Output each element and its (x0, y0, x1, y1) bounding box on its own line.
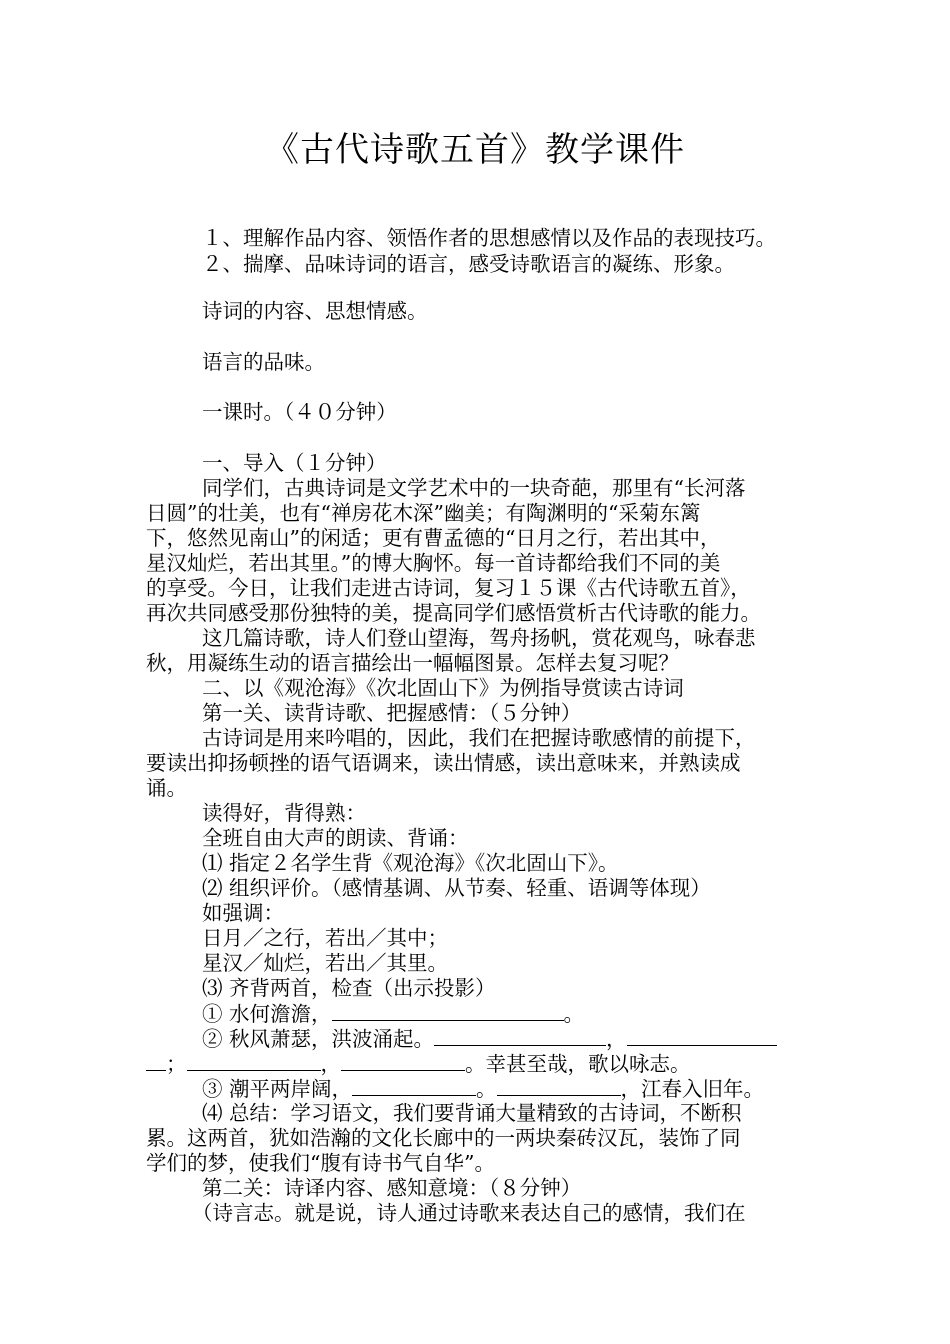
stage-two-heading: 第二关：诗译内容、感知意境：（８分钟） (202, 1176, 582, 1200)
difficulty: 语言的品味。 (202, 350, 325, 374)
key-point: 诗词的内容、思想情感。 (202, 299, 428, 323)
stage-one-heading: 第一关、读背诗歌、把握感情：（５分钟） (202, 701, 582, 725)
fill-blank-text: ， (320, 1052, 341, 1076)
blank-line (146, 1050, 166, 1071)
objective-2: ２、揣摩、品味诗词的语言，感受诗歌语言的凝练、形象。 (202, 252, 735, 276)
numbered-step: ⑶ 齐背两首，检查（出示投影） (202, 976, 496, 1000)
paragraph-line: 如强调： (202, 901, 284, 925)
blank-line (187, 1050, 321, 1071)
blank-line (497, 1075, 621, 1096)
fill-blank-text: ② 秋风萧瑟，洪波涌起。 (202, 1027, 435, 1051)
fill-blank-text: ① 水何澹澹， (202, 1002, 332, 1026)
paragraph-line: 学们的梦，使我们“腹有诗书气自华”。 (146, 1151, 495, 1175)
paragraph-line: （诗言志。就是说，诗人通过诗歌来表达自己的感情，我们在 (192, 1201, 746, 1225)
fill-blank-item-3 (202, 1075, 764, 1102)
fill-blank-text: ，江春入旧年。 (620, 1077, 765, 1101)
fill-blank-text: ③ 潮平两岸阔， (202, 1077, 353, 1101)
poem-line: 星汉／灿烂，若出／其里。 (202, 951, 448, 975)
paragraph-line: 古诗词是用来吟唱的，因此，我们在把握诗歌感情的前提下， (202, 726, 756, 750)
fill-blank-text: 。 (476, 1077, 497, 1101)
paragraph-line: 全班自由大声的朗读、背诵： (202, 826, 469, 850)
class-hours: 一课时。（４０分钟） (202, 400, 397, 424)
fill-blank-item-2 (202, 1025, 777, 1052)
paragraph-line: 累。这两首，犹如浩瀚的文化长廊中的一两块秦砖汉瓦，装饰了同 (146, 1126, 741, 1150)
blank-line (434, 1025, 606, 1046)
fill-blank-text: ， (606, 1027, 627, 1051)
paragraph-line: 这几篇诗歌，诗人们登山望海，驾舟扬帆，赏花观鸟，咏春悲 (202, 626, 756, 650)
paragraph-line: 诵。 (146, 776, 187, 800)
paragraph-line: 要读出抑扬顿挫的语气语调来，读出情感，读出意味来，并熟读成 (146, 751, 741, 775)
blank-line (332, 1000, 564, 1021)
paragraph-line: 日圆”的壮美，也有“禅房花木深”幽美；有陶渊明的“采菊东篱 (146, 501, 701, 525)
paragraph-line: 再次共同感受那份独特的美，提高同学们感悟赏析古代诗歌的能力。 (146, 601, 761, 625)
paragraph-line: 星汉灿烂，若出其里。”的博大胸怀。每一首诗都给我们不同的美 (146, 551, 721, 575)
numbered-step: ⑴ 指定２名学生背《观沧海》《次北固山下》。 (202, 851, 619, 875)
poem-line: 日月／之行，若出／其中； (202, 926, 448, 950)
paragraph-line: 秋，用凝练生动的语言描绘出一幅幅图景。怎样去复习呢？ (146, 651, 679, 675)
blank-line (627, 1025, 777, 1046)
paragraph-line: 同学们，古典诗词是文学艺术中的一块奇葩，那里有“长河落 (202, 476, 746, 500)
numbered-step: ⑷ 总结：学习语文，我们要背诵大量精致的古诗词，不断积 (202, 1101, 742, 1125)
objective-1: １、理解作品内容、领悟作者的思想感情以及作品的表现技巧。 (202, 226, 776, 250)
numbered-step: ⑵ 组织评价。（感情基调、从节奏、轻重、语调等体现） (202, 876, 711, 900)
paragraph-line: 读得好，背得熟： (202, 801, 366, 825)
blank-line (352, 1075, 476, 1096)
document-title: 《古代诗歌五首》教学课件 (265, 130, 685, 170)
blank-line (341, 1050, 465, 1071)
paragraph-line: 的享受。今日，让我们走进古诗词，复习１５课《古代诗歌五首》， (146, 576, 751, 600)
paragraph-line: 下，悠然见南山”的闲适；更有曹孟德的“日月之行，若出其中， (146, 526, 721, 550)
fill-blank-text: 。幸甚至哉，歌以咏志。 (465, 1052, 691, 1076)
fill-blank-item-1 (202, 1000, 584, 1027)
fill-blank-item-2-cont (146, 1050, 691, 1077)
section-heading-guide: 二、以《观沧海》《次北固山下》为例指导赏读古诗词 (202, 676, 684, 700)
fill-blank-text: 。 (563, 1002, 585, 1026)
fill-blank-text: ； (166, 1052, 187, 1076)
section-heading-intro: 一、导入（１分钟） (202, 451, 387, 475)
